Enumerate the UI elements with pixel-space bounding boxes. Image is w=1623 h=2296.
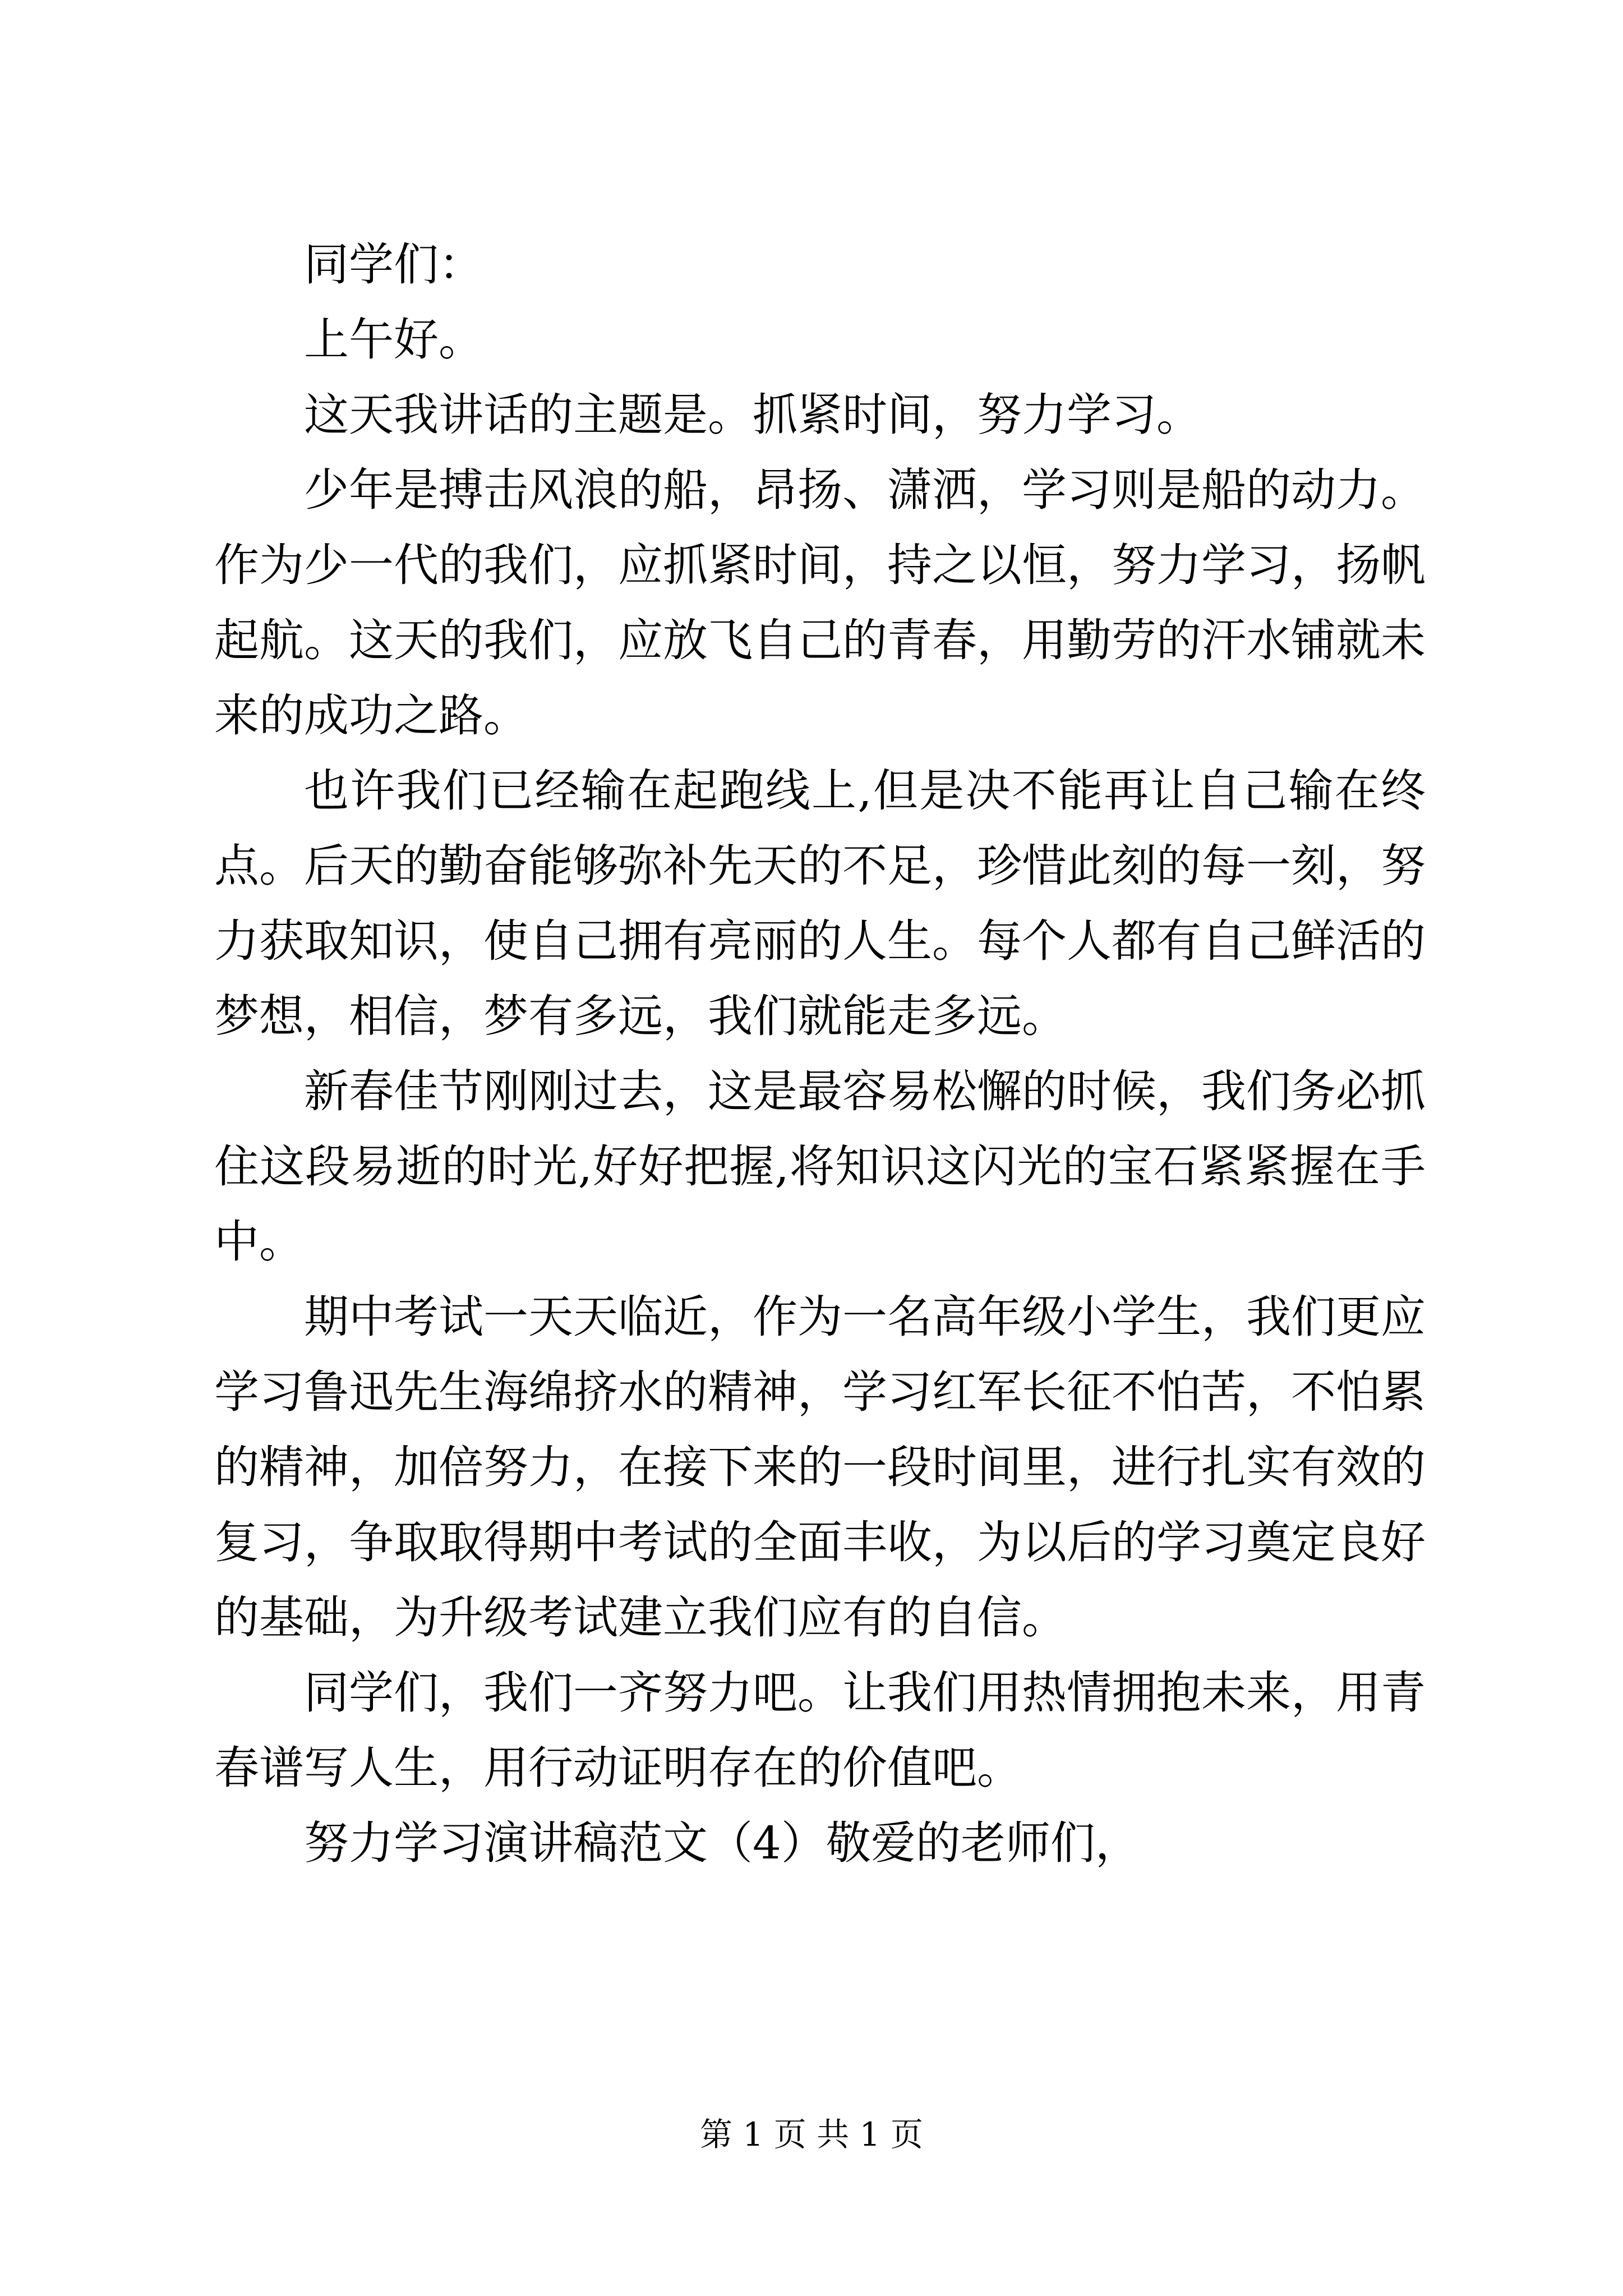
paragraph-good-morning: 上午好。 xyxy=(304,314,483,366)
paragraph-next-speech: 努力学习演讲稿范文（4）敬爱的老师们， xyxy=(304,1817,1140,1869)
paragraph-youth: 少年是搏击风浪的船，昂扬、潇洒，学习则是船的动力。作为少一代的我们，应抓紧时间，持之以恒，努力学习，扬帆起航。这天的我们，应放飞自己的青春，用勤劳的汗水铺就未来的成功之路。 xyxy=(214,464,1426,742)
paragraph-spring-festival: 新春佳节刚刚过去，这是最容易松懈的时候，我们务必抓住这段易逝的时光,好好把握,将知识这闪光的宝石紧紧握在手中。 xyxy=(214,1065,1426,1268)
paragraph-closing: 同学们，我们一齐努力吧。让我们用热情拥抱未来，用青春谱写人生，用行动证明存在的价值吧。 xyxy=(214,1667,1426,1794)
paragraph-greeting: 同学们： xyxy=(304,238,483,291)
paragraph-midterm: 期中考试一天天临近，作为一名高年级小学生，我们更应学习鲁迅先生海绵挤水的精神，学习红军长征不怕苦，不怕累的精神，加倍努力，在接下来的一段时间里，进行扎实有效的复习，争取取得期中考试的全面丰收，为以后的学习奠定良好的基础，为升级考试建立我们应有的自信。 xyxy=(214,1291,1426,1644)
paragraph-diligence: 也许我们已经输在起跑线上,但是决不能再让自己输在终点。后天的勤奋能够弥补先天的不足，珍惜此刻的每一刻，努力获取知识，使自己拥有亮丽的人生。每个人都有自己鲜活的梦想，相信，梦有多远，我们就能走多远。 xyxy=(214,765,1426,1042)
page-footer: 第 1 页 共 1 页 xyxy=(700,2115,923,2154)
paragraph-topic: 这天我讲话的主题是。抓紧时间，努力学习。 xyxy=(304,389,1201,441)
document-body xyxy=(214,227,1426,1881)
